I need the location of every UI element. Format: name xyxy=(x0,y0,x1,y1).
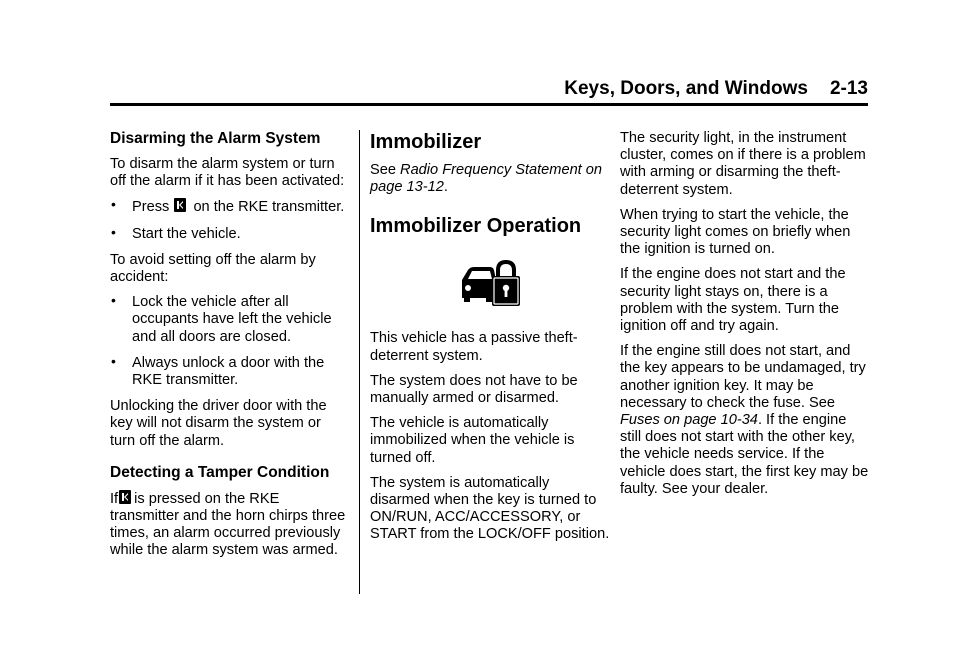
paragraph-text: . xyxy=(443,179,448,196)
list-item-text: Press xyxy=(132,199,170,216)
section-heading: Immobilizer xyxy=(370,131,482,153)
list-item-text: on the RKE transmitter. xyxy=(193,199,345,216)
paragraph: The security light, in the instrument cluster, comes on if there is a problem with arming or disarming the theft-deterrent system. xyxy=(620,130,866,198)
remote-lock-icon xyxy=(174,198,186,212)
header-rule xyxy=(110,103,868,106)
bullet-list xyxy=(110,294,350,389)
bullet-icon: • xyxy=(111,292,116,309)
list-item xyxy=(110,198,350,216)
list-item-text: Lock the vehicle after all occupants have left the vehicle and all doors are closed. xyxy=(132,294,332,345)
security-light-icon xyxy=(460,258,520,312)
list-item-text: Start the vehicle. xyxy=(132,225,241,242)
bullet-list xyxy=(110,198,350,242)
section-heading: Disarming the Alarm System xyxy=(110,130,321,147)
paragraph: This vehicle has a passive theft-deterrent system. xyxy=(370,330,578,364)
paragraph: The vehicle is automatically immobilized when the vehicle is turned off. xyxy=(370,415,575,466)
paragraph: Unlocking the driver door with the key will not disarm the system or turn off the alarm. xyxy=(110,398,327,449)
paragraph-text: If the engine still does not start, and the key appears to be undamaged, try another ignition key. It may be necessary to check the fuse. See xyxy=(620,343,866,411)
column-1 xyxy=(110,130,350,568)
paragraph-text: . If the engine still does not start with the other key, the vehicle needs service. If the vehicle does start, the first key may be faulty. See your dealer. xyxy=(620,412,869,497)
list-item xyxy=(110,223,350,243)
paragraph: When trying to start the vehicle, the security light comes on briefly when the ignition is turned on. xyxy=(620,206,851,258)
paragraph: To avoid setting off the alarm by accident: xyxy=(110,251,316,286)
cross-reference-link[interactable]: Radio Frequency Statement on page 13-12 xyxy=(370,162,603,196)
bullet-icon: • xyxy=(111,352,116,369)
section-heading: Detecting a Tamper Condition xyxy=(110,463,330,481)
bullet-icon: • xyxy=(111,223,116,240)
paragraph-text: See xyxy=(370,162,401,178)
paragraph xyxy=(370,162,610,196)
remote-lock-icon xyxy=(119,490,131,504)
paragraph-text: is pressed on the RKE transmitter and the horn chirps three times, an alarm occurred previously while the alarm system was armed. xyxy=(110,490,346,559)
list-item xyxy=(110,352,350,389)
cross-reference-link[interactable]: Fuses on page 10-34 xyxy=(620,412,758,429)
column-3 xyxy=(620,130,870,506)
paragraph: To disarm the alarm system or turn off the alarm if it has been activated: xyxy=(110,156,345,190)
list-item-text: Always unlock a door with the RKE transmitter. xyxy=(132,354,325,389)
page-header xyxy=(110,78,868,100)
paragraph: The system is automatically disarmed when the key is turned to ON/RUN, ACC/ACCESSORY, or START from the LOCK/OFF position. xyxy=(370,474,610,543)
list-item xyxy=(110,294,350,346)
page-number: 2-13 xyxy=(829,78,868,99)
paragraph-text: If xyxy=(110,490,119,507)
paragraph xyxy=(620,343,870,498)
bullet-icon: • xyxy=(111,196,116,213)
section-heading: Immobilizer Operation xyxy=(370,215,582,238)
column-2 xyxy=(370,130,610,552)
paragraph: If the engine does not start and the security light stays on, there is a problem with the system. Turn the ignition off and try again. xyxy=(620,266,846,335)
column-divider xyxy=(359,130,360,594)
page-title: Keys, Doors, and Windows xyxy=(564,78,808,99)
paragraph: The system does not have to be manually armed or disarmed. xyxy=(370,372,578,407)
paragraph xyxy=(110,490,350,560)
